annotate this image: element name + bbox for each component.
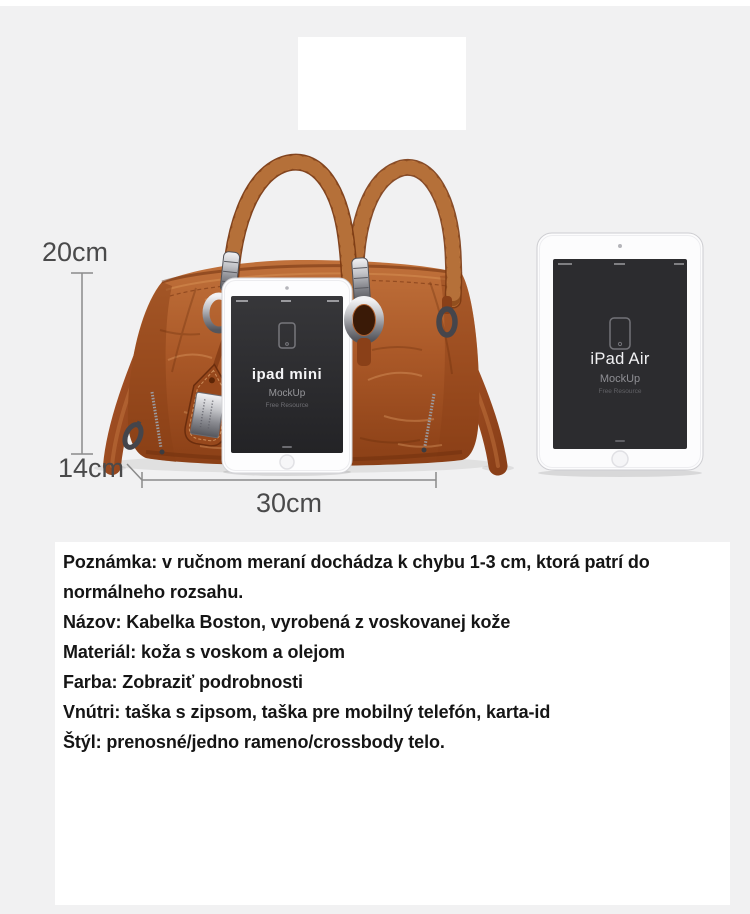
ipad-air-mockup (537, 233, 703, 477)
color-line: Farba: Zobraziť podrobnosti (63, 672, 303, 692)
handle-ferrule-right (351, 257, 370, 302)
note-line: Poznámka: v ručnom meraní dochádza k chybu 1-3 cm, ktorá patrí do normálneho rozsahu. (63, 552, 650, 602)
tag-metal-plate (190, 392, 224, 438)
ipad-air-caption: Free Resource (598, 388, 642, 395)
height-dimension-label: 20cm (42, 237, 109, 267)
white-cutout-box (298, 37, 466, 130)
home-button (280, 455, 294, 469)
ipad-mini-mockup (222, 278, 352, 476)
front-camera-dot (618, 244, 622, 248)
ipad-mini-title: ipad mini (251, 366, 323, 383)
depth-dimension-label: 14cm (58, 453, 125, 483)
front-camera-dot (285, 286, 289, 290)
ipad-air-subtitle: MockUp (599, 373, 641, 385)
width-dimension-label: 30cm (255, 488, 323, 518)
name-line: Názov: Kabelka Boston, vyrobená z voskovanej kože (63, 612, 511, 632)
style-line: Štýl: prenosné/jedno rameno/crossbody telo. (63, 732, 445, 752)
ipad-mini-subtitle: MockUp (268, 388, 306, 399)
ipad-air-title: iPad Air (590, 350, 650, 368)
home-button (612, 451, 628, 467)
product-details-panel (55, 542, 730, 905)
material-line: Materiál: koža s voskom a olejom (63, 642, 345, 662)
inside-line: Vnútri: taška s zipsom, taška pre mobilný telefón, karta-id (63, 702, 551, 722)
ipad-mini-caption: Free Resource (265, 402, 309, 409)
